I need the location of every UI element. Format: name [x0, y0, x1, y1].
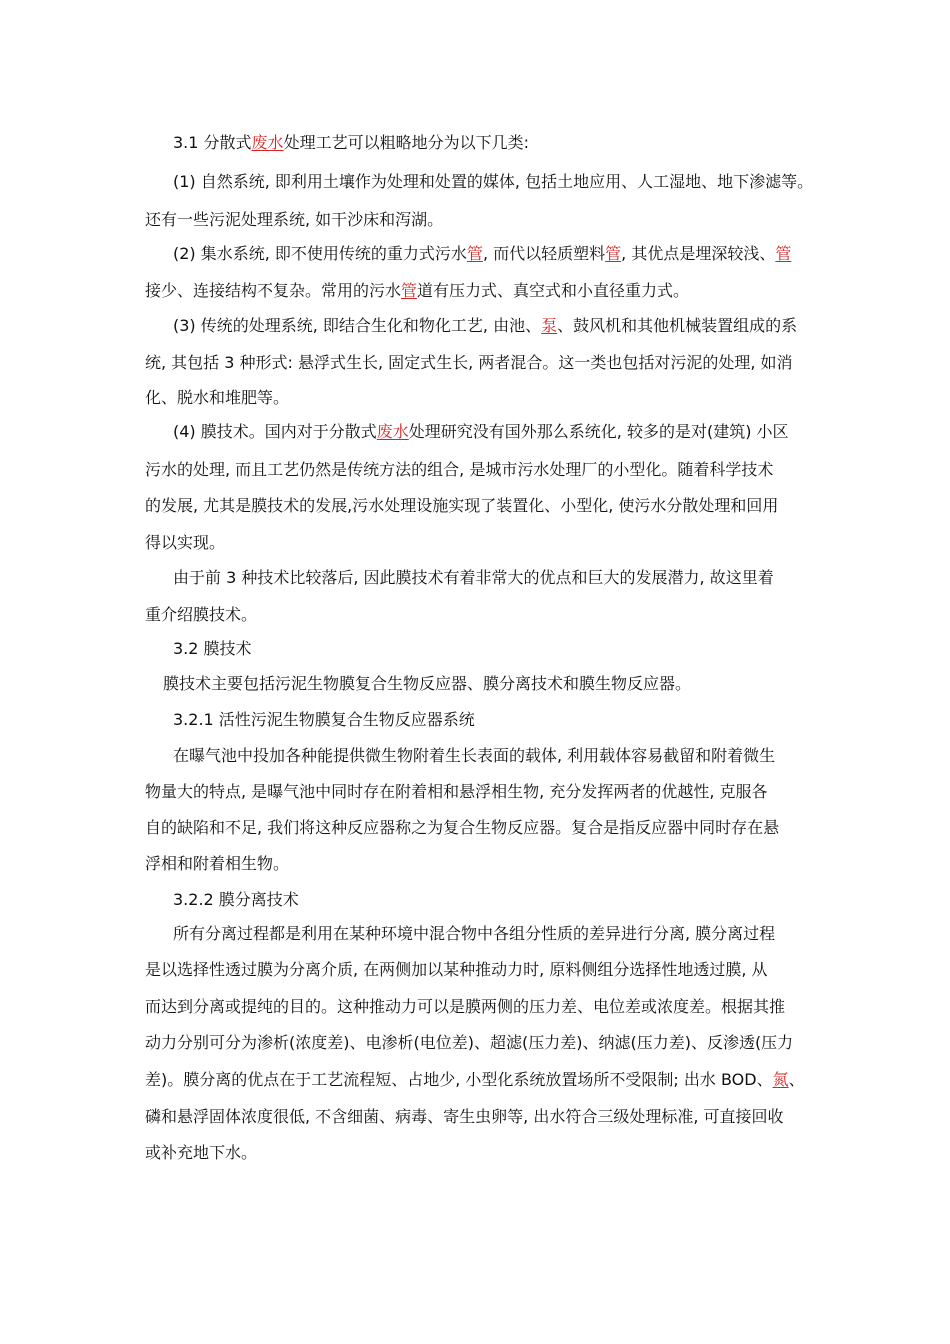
text-segment: 浮相和附着相生物。 [145, 854, 290, 873]
text-line [173, 315, 797, 337]
keyword-link[interactable]: 管 [605, 244, 622, 263]
text-line [173, 709, 475, 731]
text-segment: 3.1 分散式 [173, 133, 252, 152]
text-segment: 的发展, 尤其是膜技术的发展,污水处理设施实现了装置化、小型化, 使污水分散处理和回用 [145, 496, 779, 515]
text-segment: 统, 其包括 3 种形式: 悬浮式生长, 固定式生长, 两者混合。这一类也包括对污泥的处理, 如消 [145, 353, 793, 372]
text-line [145, 1069, 805, 1091]
text-segment: 动力分别可分为渗析(浓度差)、电渗析(电位差)、超滤(压力差)、纳滤(压力差)、反渗透(压力 [145, 1033, 794, 1052]
text-line [173, 638, 252, 660]
text-segment: 得以实现。 [145, 533, 226, 552]
text-segment: 在曝气池中投加各种能提供微生物附着生长表面的载体, 利用载体容易截留和附着微生 [173, 746, 776, 765]
text-segment: 接少、连接结构不复杂。常用的污水 [145, 281, 402, 300]
text-segment: 膜技术主要包括污泥生物膜复合生物反应器、膜分离技术和膜生物反应器。 [163, 674, 692, 693]
text-line [145, 1142, 257, 1164]
text-segment: 所有分离过程都是利用在某种环境中混合物中各组分性质的差异进行分离, 膜分离过程 [173, 924, 776, 943]
text-segment: 污水的处理, 而且工艺仍然是传统方法的组合, 是城市污水处理厂的小型化。随着科学技术 [145, 460, 774, 479]
text-segment: 化、脱水和堆肥等。 [145, 388, 290, 407]
keyword-link[interactable]: 氮 [772, 1070, 789, 1089]
text-line [145, 280, 689, 302]
text-segment: (3) 传统的处理系统, 即结合生化和物化工艺, 由池、 [173, 316, 542, 335]
text-line [145, 781, 768, 803]
text-segment: 处理工艺可以粗略地分为以下几类: [283, 133, 529, 152]
text-segment: 还有一些污泥处理系统, 如干沙床和泻湖。 [145, 210, 444, 229]
text-segment: 磷和悬浮固体浓度很低, 不含细菌、病毒、寄生虫卵等, 出水符合三级处理标准, 可直接回收 [145, 1107, 784, 1126]
text-segment: 3.2.1 活性污泥生物膜复合生物反应器系统 [173, 710, 475, 729]
text-segment: 道有压力式、真空式和小直径重力式。 [417, 281, 690, 300]
text-segment: 3.2 膜技术 [173, 639, 252, 658]
keyword-link[interactable]: 废水 [251, 133, 284, 152]
text-line [173, 421, 789, 443]
keyword-link[interactable]: 管 [466, 244, 483, 263]
text-line [173, 132, 529, 154]
text-segment: (2) 集水系统, 即不使用传统的重力式污水 [173, 244, 467, 263]
text-segment: , 而代以轻质塑料 [482, 244, 606, 263]
text-segment: 物量大的特点, 是曝气池中同时存在附着相和悬浮相生物, 充分发挥两者的优越性, 克服各 [145, 782, 768, 801]
text-segment: 自的缺陷和不足, 我们将这种反应器称之为复合生物反应器。复合是指反应器中同时存在悬 [145, 818, 780, 837]
text-line [145, 817, 779, 839]
text-segment: 而达到分离或提纯的目的。这种推动力可以是膜两侧的压力差、电位差或浓度差。根据其推 [145, 997, 786, 1016]
keyword-link[interactable]: 管 [775, 244, 792, 263]
text-line [145, 604, 257, 626]
text-segment: (4) 膜技术。国内对于分散式 [173, 422, 377, 441]
text-segment: 3.2.2 膜分离技术 [173, 890, 299, 909]
text-segment: (1) 自然系统, 即利用土壤作为处理和处置的媒体, 包括土地应用、人工湿地、地下渗滤等。 [173, 172, 814, 191]
keyword-link[interactable]: 管 [401, 281, 418, 300]
text-line [145, 996, 785, 1018]
text-line [145, 459, 773, 481]
text-line [173, 171, 813, 193]
text-line [145, 1032, 793, 1054]
text-line [173, 745, 775, 767]
text-segment: 或补充地下水。 [145, 1143, 258, 1162]
text-segment: 是以选择性透过膜为分离介质, 在两侧加以某种推动力时, 原料侧组分选择性地透过膜, 从 [145, 960, 768, 979]
text-segment: , 其优点是埋深较浅、 [621, 244, 776, 263]
text-segment: 、鼓风机和其他机械装置组成的系 [557, 316, 798, 335]
text-line [145, 532, 225, 554]
text-segment: 、 [788, 1070, 805, 1089]
keyword-link[interactable]: 废水 [376, 422, 409, 441]
text-segment: 差)。膜分离的优点在于工艺流程短、占地少, 小型化系统放置场所不受限制; 出水 BOD、 [145, 1070, 773, 1089]
text-line [145, 1106, 784, 1128]
text-line [163, 673, 691, 695]
text-line [173, 243, 791, 265]
text-line [145, 352, 793, 374]
text-line [145, 387, 289, 409]
text-segment: 重介绍膜技术。 [145, 605, 258, 624]
keyword-link[interactable]: 泵 [541, 316, 558, 335]
text-line [173, 923, 775, 945]
text-line [145, 495, 778, 517]
text-segment: 由于前 3 种技术比较落后, 因此膜技术有着非常大的优点和巨大的发展潜力, 故这里着 [173, 568, 774, 587]
text-line [145, 853, 289, 875]
text-line [173, 567, 774, 589]
text-line [173, 889, 299, 911]
text-line [145, 959, 768, 981]
text-segment: 处理研究没有国外那么系统化, 较多的是对(建筑) 小区 [408, 422, 789, 441]
text-line [145, 209, 443, 231]
